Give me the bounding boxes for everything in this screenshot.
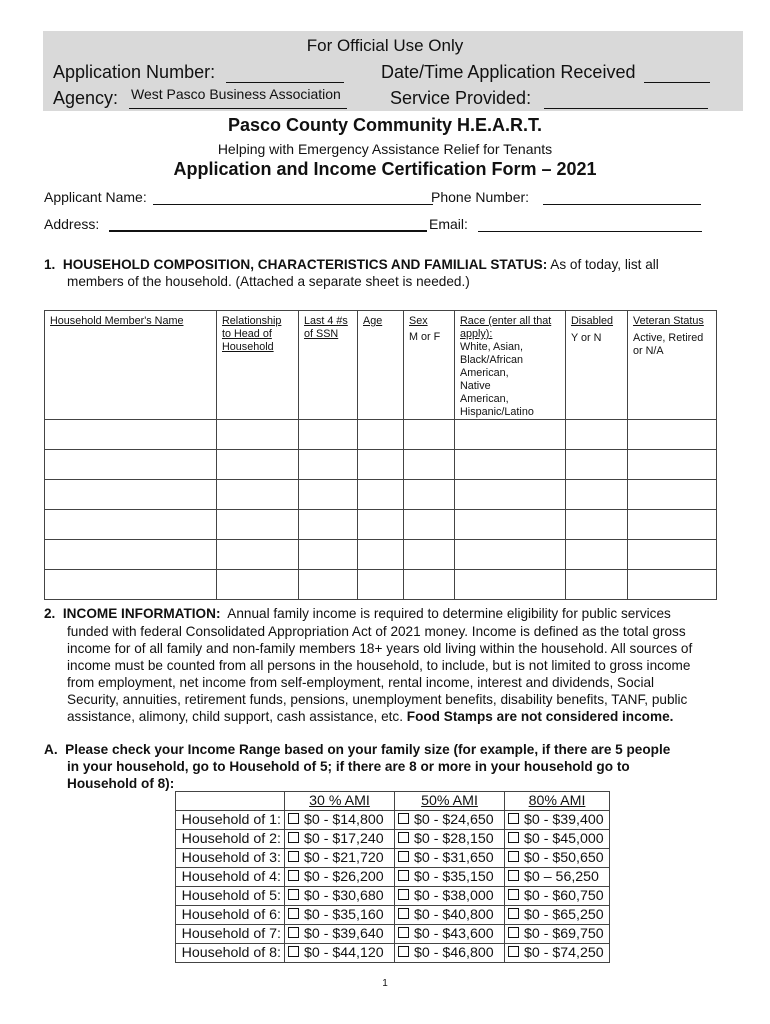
service-field[interactable] <box>544 90 708 109</box>
section1-title: HOUSEHOLD COMPOSITION, CHARACTERISTICS AND FAMILIAL STATUS: <box>62 257 548 272</box>
option-30-ami[interactable]: $0 - $14,800 <box>285 811 395 830</box>
option-80-ami[interactable]: $0 - $50,650 <box>505 849 610 868</box>
option-50-ami[interactable]: $0 - $38,000 <box>395 887 505 906</box>
checkbox[interactable] <box>508 889 519 900</box>
col-relationship: Relationship to Head of Household <box>222 315 282 353</box>
service-row <box>390 88 708 109</box>
option-80-ami[interactable]: $0 - $74,250 <box>505 944 610 963</box>
col-veteran-values: Active, Retired or N/A <box>633 332 704 357</box>
sectionA-text-2: Household of 8): <box>67 776 175 791</box>
household-table-header <box>45 311 717 420</box>
org-subtitle: Helping with Emergency Assistance Relief for Tenants <box>217 141 553 157</box>
food-stamps-note: Food Stamps are not considered income. <box>406 709 674 724</box>
table-row <box>176 849 610 868</box>
checkbox[interactable] <box>288 889 299 900</box>
income-table-header <box>176 792 610 811</box>
col-sex-values: M or F <box>409 331 441 343</box>
section2-text-0: Annual family income is required to determine eligibility for public services <box>227 606 671 621</box>
household-label: Household of 8: <box>176 944 285 963</box>
section2-text-1: funded with federal Consolidated Appropriation Act of 2021 money. Income is defined as the total gross <box>67 624 686 639</box>
agency-value: West Pasco Business Association <box>131 86 341 102</box>
household-label: Household of 1: <box>176 811 285 830</box>
option-80-ami[interactable]: $0 – 56,250 <box>505 868 610 887</box>
option-50-ami[interactable]: $0 - $28,150 <box>395 830 505 849</box>
option-80-ami[interactable]: $0 - $45,000 <box>505 830 610 849</box>
household-label: Household of 4: <box>176 868 285 887</box>
agency-label: Agency: <box>53 88 119 108</box>
table-row <box>176 906 610 925</box>
checkbox[interactable] <box>288 813 299 824</box>
datetime-label: Date/Time Application Received <box>381 62 636 82</box>
section1-heading <box>44 256 724 273</box>
datetime-field[interactable] <box>644 64 710 83</box>
checkbox[interactable] <box>398 946 409 957</box>
household-members-table <box>44 310 717 600</box>
household-label: Household of 6: <box>176 906 285 925</box>
sectionA-text-0: Please check your Income Range based on your family size (for example, if there are 5 people <box>65 742 671 757</box>
checkbox[interactable] <box>398 832 409 843</box>
checkbox[interactable] <box>288 908 299 919</box>
section1-text-b: members of the household. (Attached a separate sheet is needed.) <box>67 274 470 289</box>
checkbox[interactable] <box>288 851 299 862</box>
section2-text-5: Security, annuities, retirement funds, pensions, unemployment benefits, disability benefits, TANF, public <box>67 692 688 707</box>
option-50-ami[interactable]: $0 - $40,800 <box>395 906 505 925</box>
phone-field[interactable] <box>543 190 701 205</box>
table-row <box>176 944 610 963</box>
section2-line-1 <box>44 605 744 622</box>
option-80-ami[interactable]: $0 - $60,750 <box>505 887 610 906</box>
service-label: Service Provided: <box>390 88 532 108</box>
section2-text-4: from employment, net income from self-employment, rental income, interest and dividends, Social <box>67 675 655 690</box>
phone-row <box>431 189 701 205</box>
checkbox[interactable] <box>398 889 409 900</box>
option-30-ami[interactable]: $0 - $26,200 <box>285 868 395 887</box>
option-80-ami[interactable]: $0 - $65,250 <box>505 906 610 925</box>
checkbox[interactable] <box>508 851 519 862</box>
email-field[interactable] <box>478 217 702 232</box>
application-number-label: Application Number: <box>53 62 216 82</box>
table-row <box>176 811 610 830</box>
checkbox[interactable] <box>288 927 299 938</box>
option-30-ami[interactable]: $0 - $39,640 <box>285 925 395 944</box>
checkbox[interactable] <box>398 813 409 824</box>
table-row[interactable] <box>45 570 717 600</box>
sectionA-letter: A. <box>44 742 58 757</box>
phone-label: Phone Number: <box>431 189 530 205</box>
official-use-title: For Official Use Only <box>306 36 464 55</box>
table-row <box>176 925 610 944</box>
checkbox[interactable] <box>288 832 299 843</box>
org-title: Pasco County Community H.E.A.R.T. <box>227 115 543 135</box>
address-row <box>44 216 427 232</box>
col-age: Age <box>363 315 383 327</box>
checkbox[interactable] <box>508 908 519 919</box>
checkbox[interactable] <box>508 946 519 957</box>
section2-text-3: income must be counted from all persons in the household, to include, but is not limited to gross income <box>67 658 691 673</box>
col-race: Race (enter all that apply): White, Asian, Black/African American, Native American, Hispanic/Latino <box>460 315 552 418</box>
household-label: Household of 2: <box>176 830 285 849</box>
table-row <box>176 887 610 906</box>
income-range-table <box>175 791 610 963</box>
address-field[interactable] <box>109 216 427 232</box>
table-row[interactable] <box>45 420 717 450</box>
applicant-name-label: Applicant Name: <box>44 189 147 205</box>
household-label: Household of 7: <box>176 925 285 944</box>
applicant-name-row <box>44 189 433 205</box>
col-member-name: Household Member's Name <box>50 315 184 327</box>
sectionA-line-1 <box>44 741 670 758</box>
datetime-row <box>381 62 710 83</box>
col-disabled: Disabled Y or N <box>566 311 627 345</box>
table-row[interactable] <box>45 540 717 570</box>
section2-heading: INCOME INFORMATION: <box>62 606 221 621</box>
option-50-ami[interactable]: $0 - $31,650 <box>395 849 505 868</box>
checkbox[interactable] <box>288 946 299 957</box>
table-row[interactable] <box>45 450 717 480</box>
checkbox[interactable] <box>288 870 299 881</box>
checkbox[interactable] <box>398 870 409 881</box>
col-sex: Sex M or F <box>404 311 454 344</box>
checkbox[interactable] <box>398 851 409 862</box>
table-row[interactable] <box>45 510 717 540</box>
col-disabled-values: Y or N <box>571 332 602 344</box>
section2-number: 2. <box>44 606 56 621</box>
table-row[interactable] <box>45 480 717 510</box>
option-50-ami[interactable]: $0 - $24,650 <box>395 811 505 830</box>
applicant-name-field[interactable] <box>153 190 433 205</box>
section2-text-2: income for of all family and non-family members 18+ years old living within the household. All sources of <box>67 641 693 656</box>
section1-text-a: As of today, list all <box>550 257 659 272</box>
table-row <box>176 830 610 849</box>
col-veteran: Veteran Status Active, Retired or N/A <box>628 311 716 358</box>
email-row <box>429 216 702 232</box>
checkbox[interactable] <box>398 908 409 919</box>
option-30-ami[interactable]: $0 - $44,120 <box>285 944 395 963</box>
option-30-ami[interactable]: $0 - $30,680 <box>285 887 395 906</box>
header-50-ami: 50% AMI <box>421 793 478 809</box>
checkbox[interactable] <box>508 832 519 843</box>
address-label: Address: <box>44 216 100 232</box>
option-50-ami[interactable]: $0 - $46,800 <box>395 944 505 963</box>
application-number-row <box>53 62 344 83</box>
section2-text-6-row <box>67 708 673 725</box>
checkbox[interactable] <box>398 927 409 938</box>
table-row <box>176 868 610 887</box>
header-30-ami: 30 % AMI <box>309 793 370 809</box>
section1-number: 1. <box>44 257 56 272</box>
option-50-ami[interactable]: $0 - $43,600 <box>395 925 505 944</box>
option-80-ami[interactable]: $0 - $39,400 <box>505 811 610 830</box>
option-30-ami[interactable]: $0 - $21,720 <box>285 849 395 868</box>
option-50-ami[interactable]: $0 - $35,150 <box>395 868 505 887</box>
option-30-ami[interactable]: $0 - $17,240 <box>285 830 395 849</box>
sectionA-text-1: in your household, go to Household of 5; if there are 8 or more in your household go to <box>67 759 630 774</box>
form-title: Application and Income Certification Form – 2021 <box>173 159 597 179</box>
checkbox[interactable] <box>508 870 519 881</box>
application-number-field[interactable] <box>226 64 344 83</box>
email-label: Email: <box>429 216 468 232</box>
page-number: 1 <box>382 978 388 989</box>
household-label: Household of 3: <box>176 849 285 868</box>
col-race-values: White, Asian, Black/African American, Native American, Hispanic/Latino <box>460 341 534 418</box>
option-80-ami[interactable]: $0 - $69,750 <box>505 925 610 944</box>
section2-text-6: assistance, alimony, child support, cash assistance, etc. <box>67 709 403 724</box>
checkbox[interactable] <box>508 813 519 824</box>
option-30-ami[interactable]: $0 - $35,160 <box>285 906 395 925</box>
col-ssn: Last 4 #s of SSN <box>304 315 348 340</box>
header-80-ami: 80% AMI <box>528 793 586 809</box>
checkbox[interactable] <box>508 927 519 938</box>
household-label: Household of 5: <box>176 887 285 906</box>
